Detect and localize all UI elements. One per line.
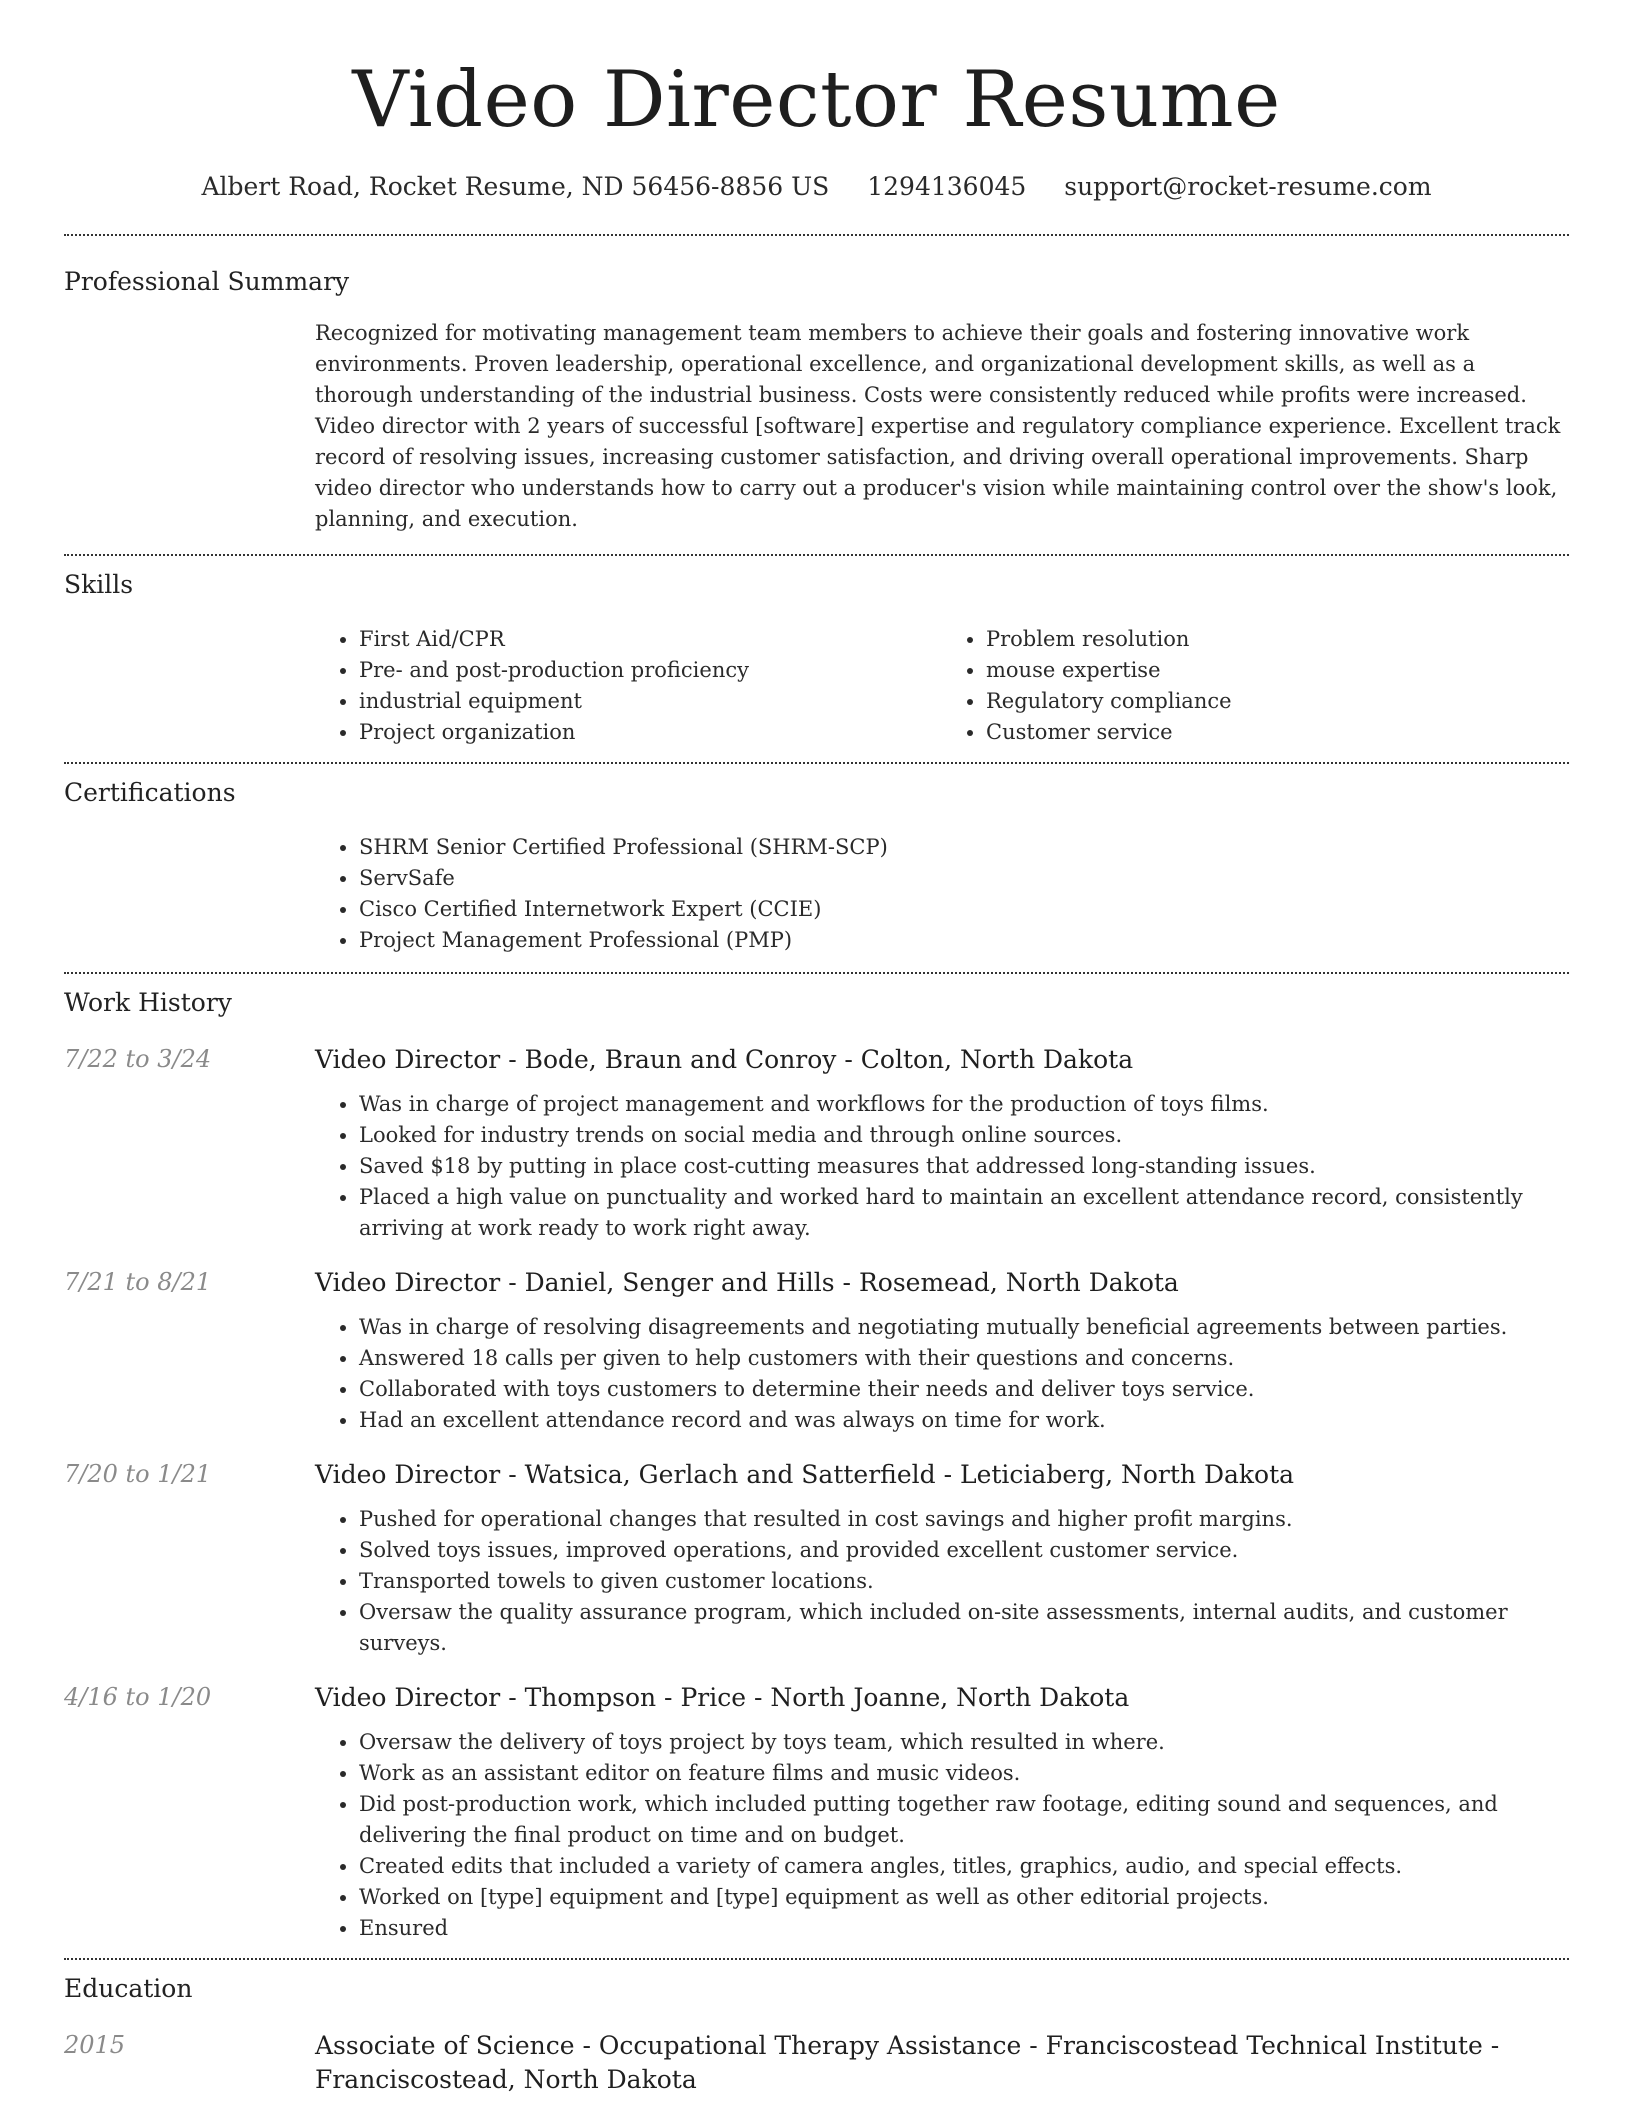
certification-item: • SHRM Senior Certified Professional (SHRM-SCP) bbox=[359, 832, 1569, 863]
certification-item: • ServSafe bbox=[359, 863, 1569, 894]
certifications-content bbox=[315, 832, 1569, 956]
job-bullet: • Was in charge of resolving disagreements and negotiating mutually beneficial agreements between parties. bbox=[359, 1312, 1569, 1343]
skills-list-right bbox=[942, 624, 1569, 748]
job-bullet: • Saved $18 by putting in place cost-cutting measures that addressed long-standing issues. bbox=[359, 1151, 1569, 1182]
contact-phone: 1294136045 bbox=[867, 172, 1027, 201]
job-content bbox=[315, 1681, 1569, 1944]
job-bullet: • Looked for industry trends on social media and through online sources. bbox=[359, 1120, 1569, 1151]
job-bullets bbox=[315, 1089, 1569, 1244]
skill-item: • Regulatory compliance bbox=[986, 686, 1569, 717]
job-title: Video Director - Daniel, Senger and Hills - Rosemead, North Dakota bbox=[315, 1268, 1179, 1297]
work-history-section bbox=[64, 987, 1569, 1944]
job-bullet: • Was in charge of project management and workflows for the production of toys films. bbox=[359, 1089, 1569, 1120]
skill-item: • First Aid/CPR bbox=[359, 624, 942, 655]
education-heading: Education bbox=[64, 1974, 193, 2003]
job-bullet: • Ensured bbox=[359, 1913, 1569, 1944]
job-date: 7/22 to 3/24 bbox=[64, 1045, 212, 1073]
job-entry bbox=[64, 1681, 1569, 1944]
job-bullet: • Did post-production work, which included putting together raw footage, editing sound and sequences, and delivering the final product on time and on budget. bbox=[359, 1789, 1569, 1851]
contact-line bbox=[64, 170, 1569, 204]
skill-item: • mouse expertise bbox=[986, 655, 1569, 686]
summary-content bbox=[315, 318, 1569, 535]
job-entry bbox=[64, 1266, 1569, 1436]
job-bullet: • Answered 18 calls per given to help customers with their questions and concerns. bbox=[359, 1343, 1569, 1374]
job-bullet: • Oversaw the delivery of toys project by toys team, which resulted in where. bbox=[359, 1727, 1569, 1758]
education-date: 2015 bbox=[64, 2031, 126, 2059]
resume-title: Video Director Resume bbox=[352, 55, 1281, 145]
work-history-heading: Work History bbox=[64, 988, 232, 1017]
certifications-section bbox=[64, 777, 1569, 956]
job-content bbox=[315, 1043, 1569, 1244]
job-bullet: • Solved toys issues, improved operations, and provided excellent customer service. bbox=[359, 1535, 1569, 1566]
job-entry bbox=[64, 1458, 1569, 1659]
job-title: Video Director - Watsica, Gerlach and Satterfield - Leticiaberg, North Dakota bbox=[315, 1460, 1295, 1489]
job-bullet: • Pushed for operational changes that resulted in cost savings and higher profit margins. bbox=[359, 1504, 1569, 1535]
skill-item: • industrial equipment bbox=[359, 686, 942, 717]
job-title: Video Director - Bode, Braun and Conroy - Colton, North Dakota bbox=[315, 1045, 1134, 1074]
job-bullet: • Collaborated with toys customers to determine their needs and deliver toys service. bbox=[359, 1374, 1569, 1405]
certifications-heading: Certifications bbox=[64, 778, 236, 807]
certification-item: • Project Management Professional (PMP) bbox=[359, 925, 1569, 956]
job-content bbox=[315, 1266, 1569, 1436]
job-title: Video Director - Thompson - Price - North Joanne, North Dakota bbox=[315, 1683, 1130, 1712]
job-date: 4/16 to 1/20 bbox=[64, 1683, 212, 1711]
divider bbox=[64, 972, 1569, 974]
divider bbox=[64, 554, 1569, 556]
contact-address: Albert Road, Rocket Resume, ND 56456-8856 US bbox=[201, 172, 830, 201]
summary-heading: Professional Summary bbox=[64, 267, 350, 296]
resume-page bbox=[64, 0, 1569, 2109]
job-bullet: • Had an excellent attendance record and was always on time for work. bbox=[359, 1405, 1569, 1436]
job-bullet: • Transported towels to given customer locations. bbox=[359, 1566, 1569, 1597]
education-entry bbox=[64, 2029, 1569, 2097]
skills-list-left bbox=[315, 624, 942, 748]
skills-section bbox=[64, 569, 1569, 748]
certifications-list bbox=[315, 832, 1569, 956]
job-bullets bbox=[315, 1312, 1569, 1436]
skills-content bbox=[315, 624, 1569, 748]
job-entry bbox=[64, 1043, 1569, 1244]
skills-heading: Skills bbox=[64, 570, 134, 599]
job-bullets bbox=[315, 1504, 1569, 1659]
contact-email: support@rocket-resume.com bbox=[1064, 172, 1432, 201]
job-date: 7/21 to 8/21 bbox=[64, 1268, 212, 1296]
divider bbox=[64, 234, 1569, 236]
skill-item: • Pre- and post-production proficiency bbox=[359, 655, 942, 686]
education-section bbox=[64, 1973, 1569, 2097]
education-degree: Associate of Science - Occupational Therapy Assistance - Franciscostead Technical Institute - Franciscostead, North Dakota bbox=[315, 2031, 1500, 2094]
job-bullet: • Work as an assistant editor on feature films and music videos. bbox=[359, 1758, 1569, 1789]
job-bullets bbox=[315, 1727, 1569, 1944]
skill-item: • Project organization bbox=[359, 717, 942, 748]
job-bullet: • Created edits that included a variety of camera angles, titles, graphics, audio, and special effects. bbox=[359, 1851, 1569, 1882]
job-bullet: • Worked on [type] equipment and [type] equipment as well as other editorial projects. bbox=[359, 1882, 1569, 1913]
summary-section bbox=[64, 266, 1569, 535]
divider bbox=[64, 1958, 1569, 1960]
job-content bbox=[315, 1458, 1569, 1659]
summary-text: Recognized for motivating management team members to achieve their goals and fostering innovative work environments. Proven leadership, operational excellence, and organizational development skills, as well as a thorough understanding of the industrial business. Costs were consistently reduced while profits were increased. Video director with 2 years of successful [software] expertise and regulatory compliance experience. Excellent track record of resolving issues, increasing customer satisfaction, and driving overall operational improvements. Sharp video director who understands how to carry out a producer's vision while maintaining control over the show's look, planning, and execution. bbox=[315, 321, 1561, 531]
job-bullet: • Oversaw the quality assurance program, which included on-site assessments, internal audits, and customer surveys. bbox=[359, 1597, 1569, 1659]
job-bullet: • Placed a high value on punctuality and worked hard to maintain an excellent attendance record, consistently arriving at work ready to work right away. bbox=[359, 1182, 1569, 1244]
education-content bbox=[315, 2029, 1569, 2097]
divider bbox=[64, 762, 1569, 764]
skill-item: • Customer service bbox=[986, 717, 1569, 748]
certification-item: • Cisco Certified Internetwork Expert (CCIE) bbox=[359, 894, 1569, 925]
job-date: 7/20 to 1/21 bbox=[64, 1460, 212, 1488]
skill-item: • Problem resolution bbox=[986, 624, 1569, 655]
